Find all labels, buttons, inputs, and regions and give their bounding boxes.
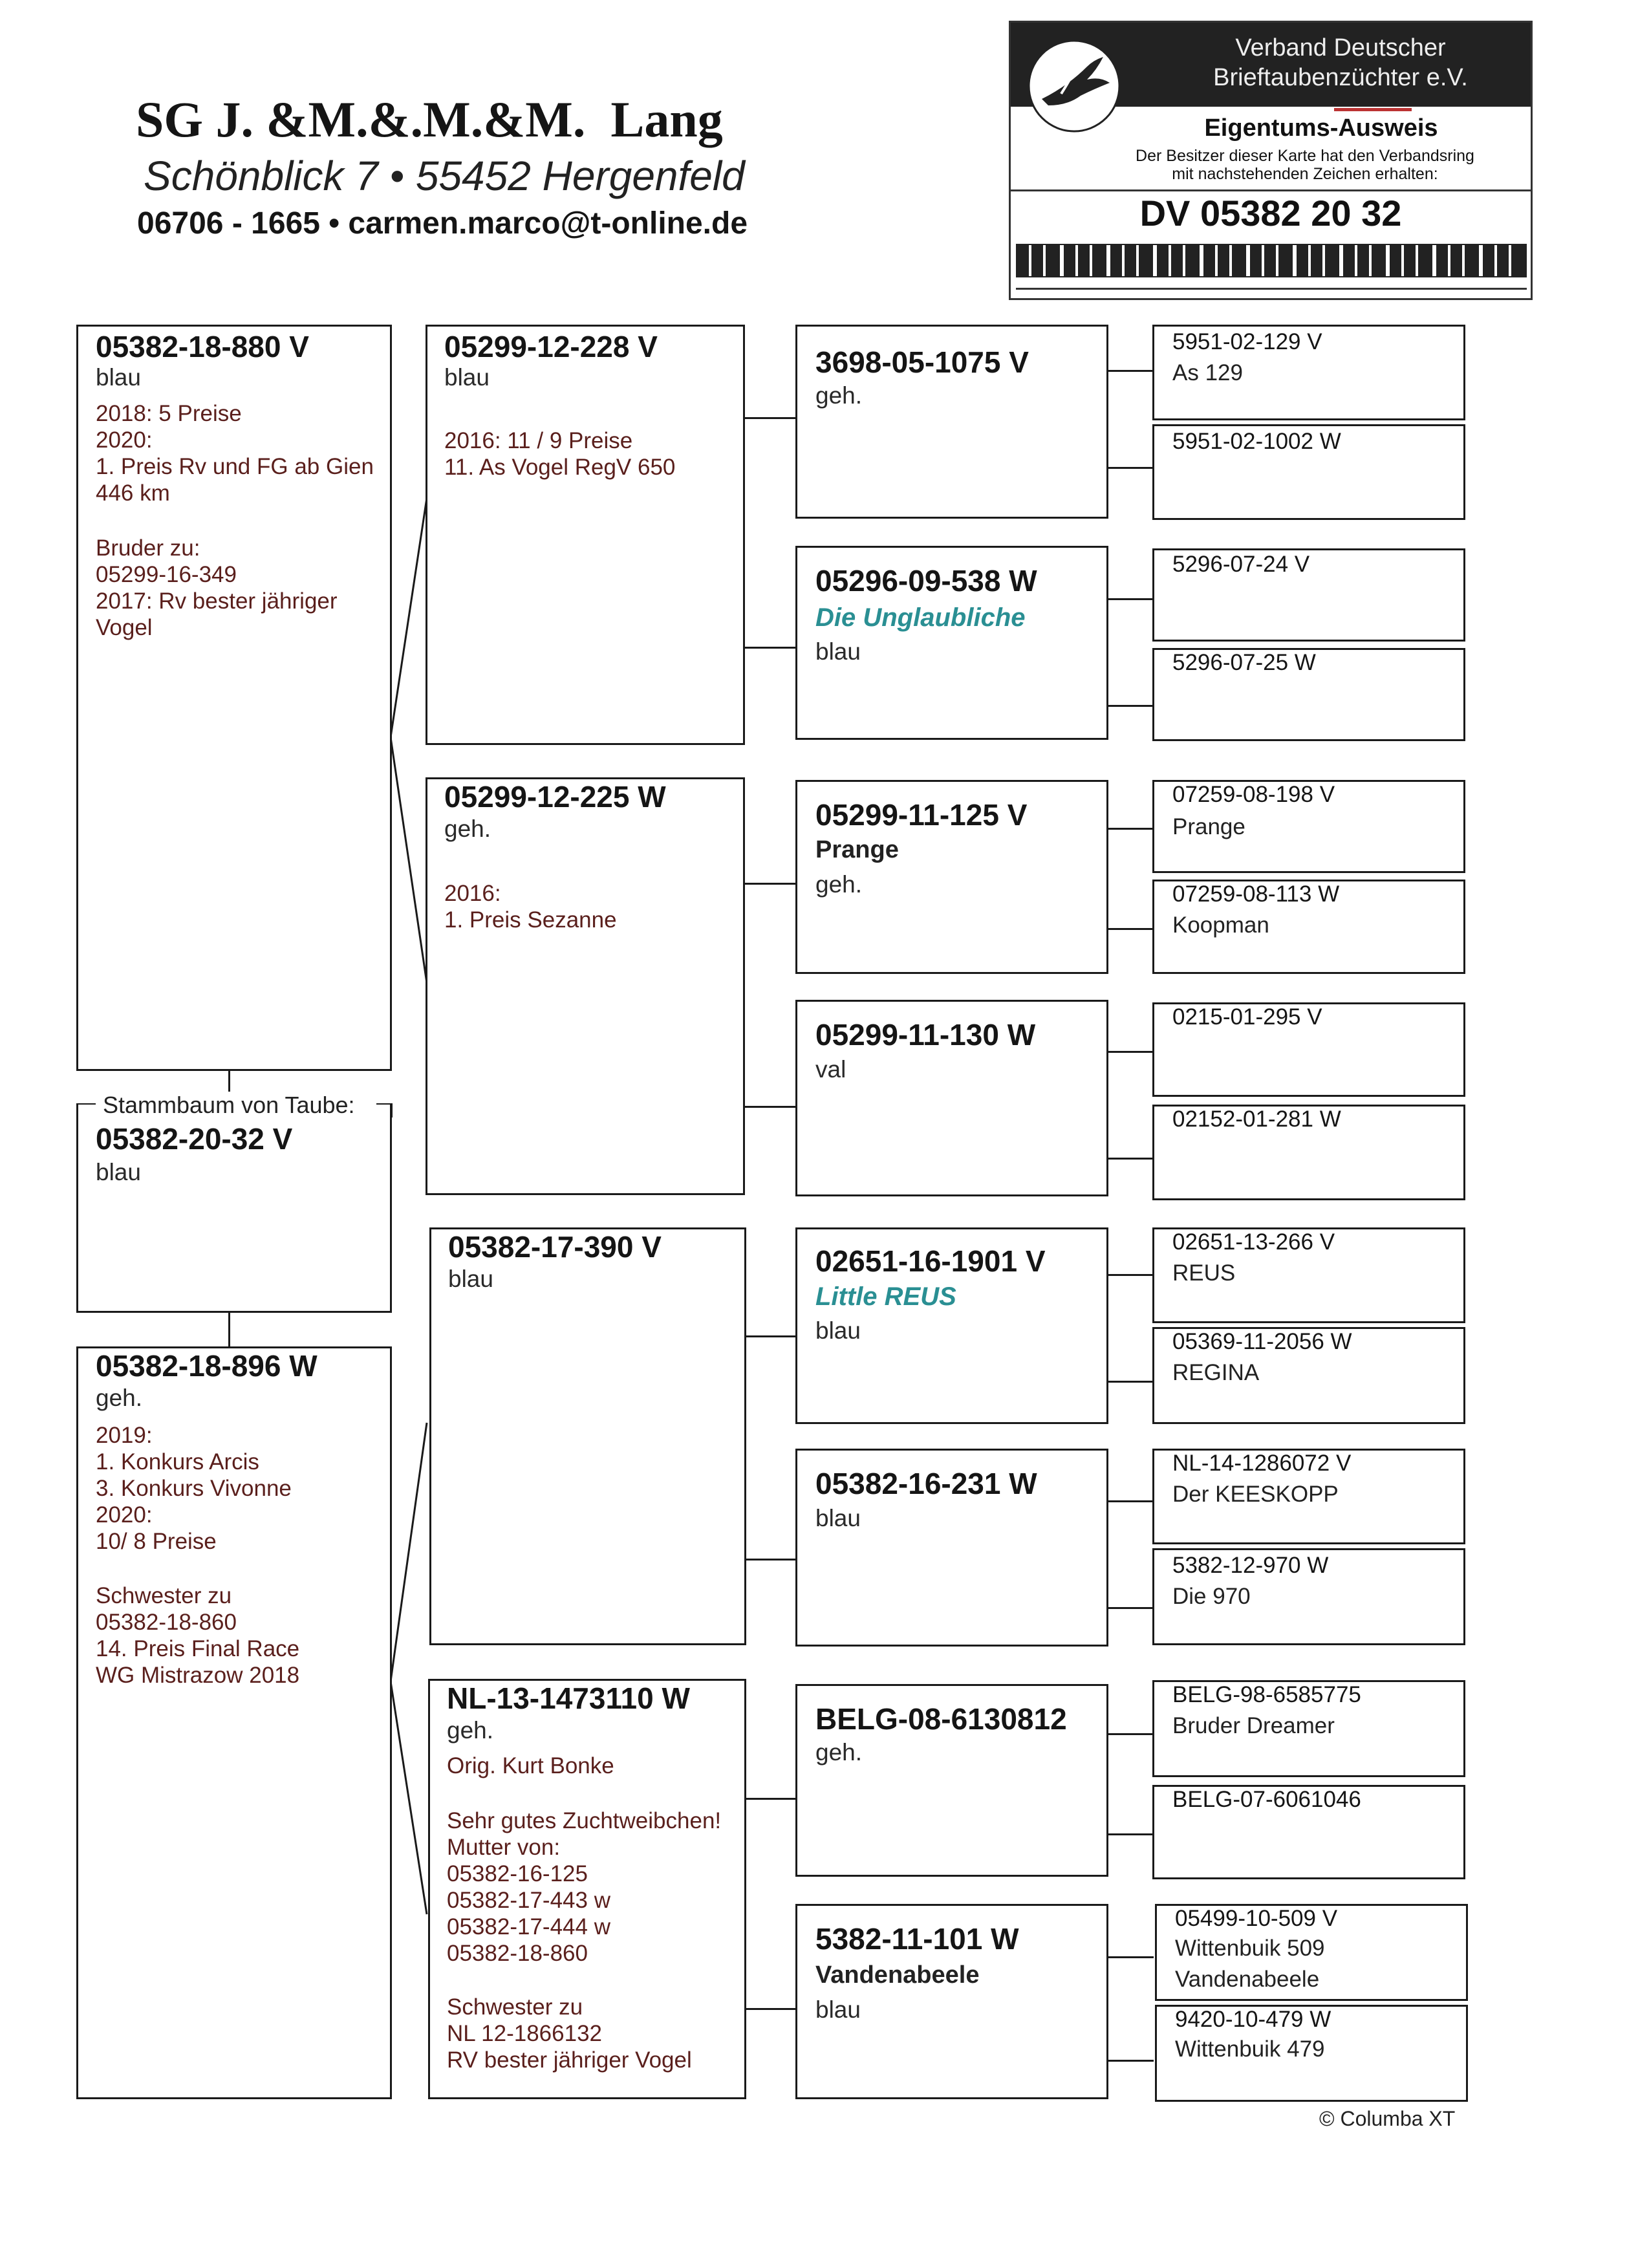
connector <box>391 737 427 983</box>
pigeon-id: 02651-16-1901 V <box>815 1244 1046 1278</box>
pedigree-gen2-box <box>428 1679 746 2099</box>
connector <box>1107 1956 1154 1958</box>
pigeon-name: Vandenabeele <box>815 1961 980 1989</box>
pigeon-id: 5951-02-129 V <box>1172 329 1322 354</box>
pigeon-color: geh. <box>815 382 863 409</box>
connector <box>744 647 797 649</box>
connector <box>1107 928 1154 930</box>
pigeon-id: 05296-09-538 W <box>815 564 1037 598</box>
pedigree-mother <box>76 1346 392 2099</box>
card-ring-number: DV 05382 20 32 <box>1139 193 1402 233</box>
pigeon-id: BELG-98-6585775 <box>1172 1682 1361 1707</box>
pigeon-notes: Sehr gutes Zuchtweibchen! Mutter von: 05382-16-125 05382-17-443 w 05382-17-444 w 05382-18-860 <box>447 1808 722 1966</box>
pigeon-name: Der KEESKOPP <box>1172 1482 1339 1507</box>
pigeon-notes: 2016: 11 / 9 Preise 11. As Vogel RegV 650 <box>444 428 676 480</box>
pigeon-notes-sibling: Schwester zu 05382-18-860 14. Preis Final Race WG Mistrazow 2018 <box>96 1583 300 1688</box>
pigeon-id: 5296-07-24 V <box>1172 552 1310 577</box>
card-title: Eigentums-Ausweis <box>1204 114 1438 142</box>
pigeon-name: Koopman <box>1172 913 1269 938</box>
pigeon-name: Die 970 <box>1172 1584 1251 1609</box>
card-org-line2: Brieftaubenzüchter e.V. <box>1213 64 1468 91</box>
pedigree-gen3-box <box>795 1904 1108 2099</box>
owner-contact: 06706 - 1665 • carmen.marco@t-online.de <box>137 206 748 241</box>
pigeon-notes-sibling: Schwester zu NL 12-1866132 RV bester jähriger Vogel <box>447 1994 692 2073</box>
pigeon-id: 5296-07-25 W <box>1172 650 1316 675</box>
connector <box>744 883 797 885</box>
pigeon-notes: 2019: 1. Konkurs Arcis 3. Konkurs Vivonne 2020: 10/ 8 Preise <box>96 1423 292 1554</box>
pedigree-gen4-box <box>1152 780 1465 873</box>
connector <box>1107 705 1154 707</box>
pigeon-name: Die Unglaubliche <box>815 603 1026 632</box>
pedigree-gen4-box <box>1152 1327 1465 1424</box>
pigeon-notes-sibling: Bruder zu: 05299-16-349 2017: Rv bester jähriger Vogel <box>96 535 338 640</box>
subject-color: blau <box>96 1159 141 1185</box>
subject-label: Stammbaum von Taube: <box>99 1092 359 1119</box>
pedigree-gen3-box <box>795 325 1108 519</box>
pigeon-color: geh. <box>447 1717 494 1744</box>
pigeon-id: BELG-07-6061046 <box>1172 1787 1361 1812</box>
subject-id: 05382-20-32 V <box>96 1122 293 1156</box>
pigeon-name: REUS <box>1172 1260 1236 1286</box>
connector <box>744 1559 797 1561</box>
pigeon-id: 02152-01-281 W <box>1172 1107 1341 1132</box>
pigeon-id: 02651-13-266 V <box>1172 1229 1335 1255</box>
pigeon-name: As 129 <box>1172 360 1243 385</box>
pigeon-id: 9420-10-479 W <box>1175 2007 1331 2032</box>
pedigree-gen2-box <box>426 777 745 1195</box>
pigeon-name: Bruder Dreamer <box>1172 1713 1335 1738</box>
pigeon-id: 05382-18-896 W <box>96 1349 318 1383</box>
pigeon-id: BELG-08-6130812 <box>815 1702 1067 1736</box>
pigeon-color: geh. <box>444 815 491 842</box>
connector <box>1107 828 1154 830</box>
connector <box>1107 598 1154 600</box>
pigeon-name: Wittenbuik 509 <box>1175 1936 1325 1961</box>
pedigree-gen4-box <box>1152 1449 1465 1544</box>
pedigree-gen3-box <box>795 1000 1108 1196</box>
pigeon-id: 5951-02-1002 W <box>1172 429 1341 454</box>
pigeon-color: blau <box>448 1266 493 1292</box>
pigeon-id: 5382-11-101 W <box>815 1922 1019 1956</box>
pigeon-id: 0215-01-295 V <box>1172 1004 1322 1030</box>
connector <box>1107 370 1154 372</box>
connector <box>1107 1274 1154 1276</box>
card-text-line2: mit nachstehenden Zeichen erhalten: <box>1172 165 1438 183</box>
connector <box>391 1681 427 1914</box>
pedigree-gen2-box <box>426 325 745 745</box>
pigeon-origin: Orig. Kurt Bonke <box>447 1753 614 1778</box>
pedigree-gen4-box <box>1152 325 1465 420</box>
card-org-line1: Verband Deutscher <box>1235 34 1446 61</box>
pigeon-id: 07259-08-113 W <box>1172 881 1340 907</box>
pigeon-id: 05299-11-125 V <box>815 798 1028 832</box>
pedigree-gen3-box <box>795 780 1108 974</box>
pedigree-gen4-box <box>1152 424 1465 520</box>
pigeon-notes: 2018: 5 Preise 2020: 1. Preis Rv und FG ab Gien 446 km <box>96 401 374 506</box>
pigeon-color: val <box>815 1056 846 1083</box>
connector <box>1107 1051 1154 1053</box>
pigeon-color: geh. <box>815 871 863 898</box>
pedigree-gen3-box <box>795 546 1108 740</box>
pigeon-id: 05299-12-225 W <box>444 780 666 814</box>
pigeon-color: blau <box>815 1317 861 1344</box>
connector <box>744 417 797 419</box>
owner-name: SG J. &M.&.M.&M. Lang <box>136 91 723 147</box>
connector <box>744 1335 797 1337</box>
connector <box>1107 2060 1154 2062</box>
pedigree-subject <box>76 1092 392 1313</box>
connector <box>1107 1381 1154 1383</box>
connector <box>391 498 427 737</box>
owner-address: Schönblick 7 • 55452 Hergenfeld <box>144 153 745 199</box>
pedigree-gen4-box <box>1152 1785 1465 1879</box>
pigeon-id: 05382-16-231 W <box>815 1467 1037 1500</box>
pedigree-gen4-box <box>1152 1548 1465 1645</box>
pedigree-gen3-box <box>795 1449 1108 1647</box>
pedigree-gen4-box <box>1155 2005 1468 2102</box>
pigeon-name: Wittenbuik 479 <box>1175 2036 1325 2062</box>
pigeon-color: blau <box>444 364 490 391</box>
pedigree-gen4-box <box>1155 1904 1468 2001</box>
pedigree-gen4-box <box>1152 1105 1465 1200</box>
connector <box>1107 1158 1154 1160</box>
pedigree-gen4-box <box>1152 1680 1465 1777</box>
pigeon-color: geh. <box>815 1739 863 1766</box>
connector <box>391 1423 427 1681</box>
pedigree-gen4-box <box>1152 1002 1465 1097</box>
connector <box>1107 467 1154 469</box>
pigeon-id: NL-14-1286072 V <box>1172 1451 1352 1476</box>
pigeon-id: 05499-10-509 V <box>1175 1906 1338 1931</box>
pigeon-id: 3698-05-1075 V <box>815 345 1029 379</box>
pigeon-id: 05299-11-130 W <box>815 1018 1036 1052</box>
copyright: © Columba XT <box>1319 2107 1456 2130</box>
pedigree-gen3-box <box>795 1684 1108 1877</box>
pigeon-notes: 2016: 1. Preis Sezanne <box>444 881 617 933</box>
pedigree-gen3-box <box>795 1227 1108 1424</box>
connector <box>1107 1500 1154 1502</box>
pigeon-color: blau <box>815 1505 861 1531</box>
connector <box>744 1106 797 1108</box>
pigeon-name-secondary: Vandenabeele <box>1175 1967 1320 1992</box>
connector <box>744 2008 797 2010</box>
pigeon-id: 5382-12-970 W <box>1172 1553 1329 1578</box>
pigeon-id: 05382-17-390 V <box>448 1230 662 1264</box>
pedigree-gen4-box <box>1152 548 1465 642</box>
pedigree-father <box>76 325 392 1071</box>
connector <box>744 1798 797 1800</box>
connector <box>1107 1833 1154 1835</box>
pigeon-color: blau <box>815 638 861 665</box>
connector <box>1107 1733 1154 1735</box>
pigeon-name: Prange <box>815 836 899 863</box>
pigeon-color: geh. <box>96 1385 143 1411</box>
pigeon-color: blau <box>815 1996 861 2023</box>
pigeon-id: 05382-18-880 V <box>96 330 309 363</box>
pedigree-gen2-box <box>429 1227 746 1645</box>
pedigree-gen4-box <box>1152 648 1465 741</box>
pigeon-name: Little REUS <box>815 1282 956 1311</box>
pigeon-color: blau <box>96 364 141 391</box>
pigeon-name: Prange <box>1172 814 1245 839</box>
pigeon-id: 05299-12-228 V <box>444 330 658 363</box>
connector <box>1107 1607 1154 1609</box>
pedigree-gen4-box <box>1152 1227 1465 1323</box>
pigeon-id: 07259-08-198 V <box>1172 782 1335 807</box>
pigeon-name: REGINA <box>1172 1360 1260 1385</box>
card-text-line1: Der Besitzer dieser Karte hat den Verbandsring <box>1136 147 1474 165</box>
pigeon-id: 05369-11-2056 W <box>1172 1329 1352 1354</box>
pigeon-id: NL-13-1473110 W <box>447 1681 690 1715</box>
pedigree-gen4-box <box>1152 880 1465 974</box>
